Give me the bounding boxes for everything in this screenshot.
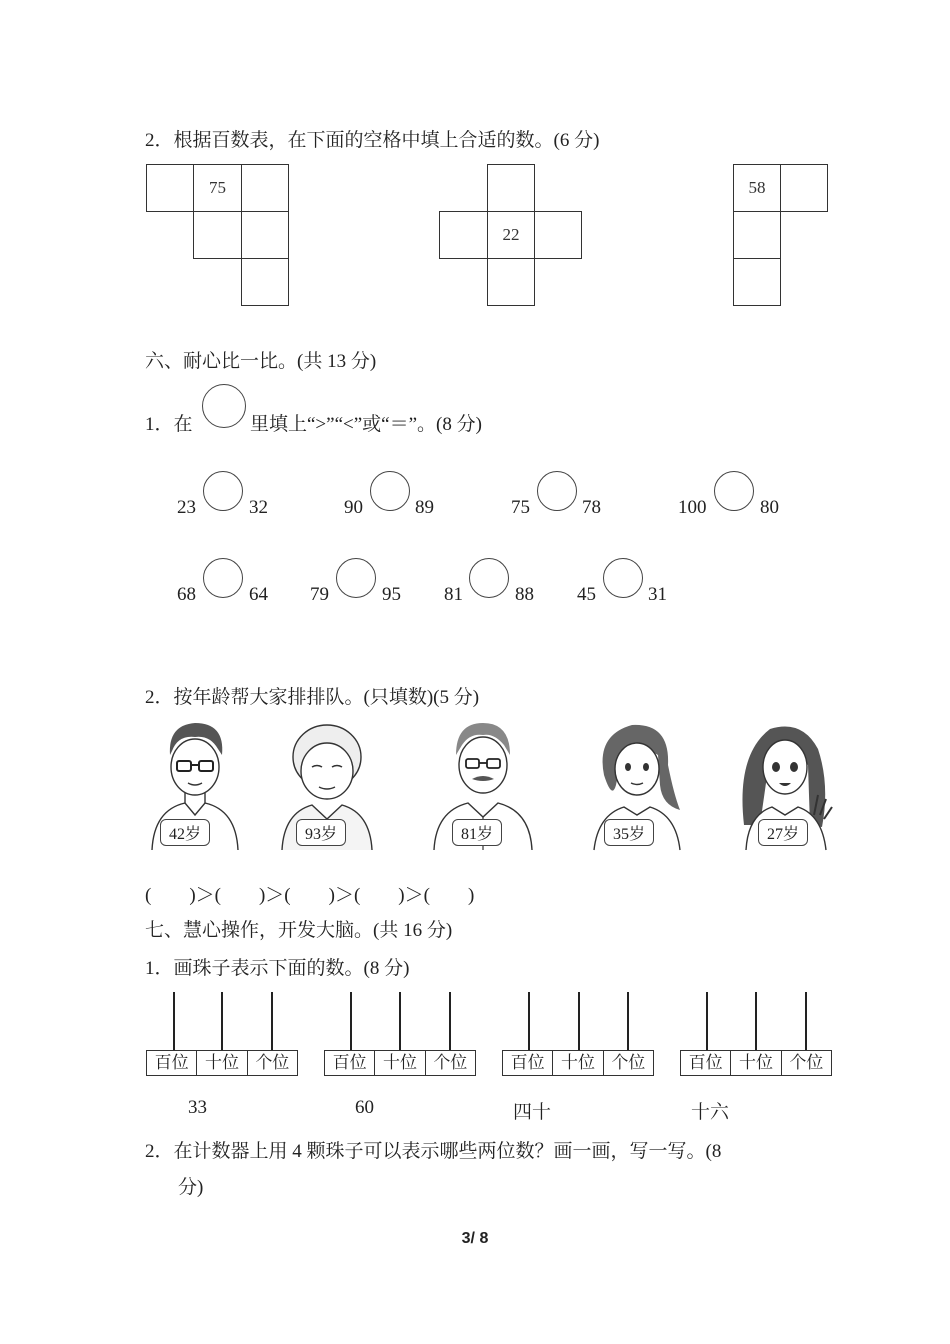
abacus-base [502, 1050, 654, 1076]
place-tens: 十位 [731, 1051, 781, 1075]
grid-value: 22 [502, 225, 520, 244]
compare-right: 64 [249, 584, 268, 605]
grid-cell[interactable] [241, 211, 289, 259]
grid-cell[interactable] [733, 211, 781, 259]
compare-left: 100 [678, 497, 707, 518]
abacus-rod[interactable] [350, 992, 352, 1050]
grid-cell-given [193, 164, 242, 212]
place-ones: 个位 [255, 1053, 290, 1072]
abacus-number: 33 [188, 1097, 207, 1118]
place-ones: 个位 [789, 1053, 824, 1072]
compare-left: 45 [577, 584, 596, 605]
compare-right: 32 [249, 497, 268, 518]
compare-right: 80 [760, 497, 779, 518]
compare-left: 23 [177, 497, 196, 518]
person-grandpa [428, 715, 538, 855]
grid-cell[interactable] [534, 211, 582, 259]
abacus-number: 四十 [513, 1102, 552, 1123]
place-hundreds: 百位 [147, 1051, 197, 1075]
grid-cell[interactable] [439, 211, 488, 259]
q2-title: 2．根据百数表，在下面的空格中填上合适的数。(6 分) [145, 130, 600, 151]
abacus-rod[interactable] [755, 992, 757, 1050]
example-circle [202, 384, 246, 428]
person-young-woman [730, 715, 840, 855]
abacus-number: 十六 [691, 1102, 730, 1123]
grid-cell-given [733, 164, 781, 212]
grid-cell[interactable] [780, 164, 828, 212]
person-grandma [272, 715, 382, 855]
grid-cell[interactable] [193, 211, 242, 259]
compare-left: 79 [310, 584, 329, 605]
place-hundreds: 百位 [681, 1051, 731, 1075]
q7-2-line1: 2．在计数器上用 4 颗珠子可以表示哪些两位数？画一画，写一写。(8 [145, 1141, 722, 1162]
place-ones: 个位 [433, 1053, 468, 1072]
compare-left: 90 [344, 497, 363, 518]
answer-circle[interactable] [336, 558, 376, 598]
page-number: 3/ 8 [461, 1230, 489, 1247]
grid-cell-given [487, 211, 535, 259]
section7-title: 七、慧心操作，开发大脑。(共 16 分) [145, 920, 453, 941]
age-label: 81岁 [452, 819, 502, 846]
abacus-rod[interactable] [271, 992, 273, 1050]
grid-cell[interactable] [241, 164, 289, 212]
q6-2-title: 2．按年龄帮大家排排队。(只填数)(5 分) [145, 687, 480, 708]
section6-title: 六、耐心比一比。(共 13 分) [145, 351, 377, 372]
grid-cell[interactable] [487, 164, 535, 212]
compare-left: 81 [444, 584, 463, 605]
age-label: 42岁 [160, 819, 210, 846]
abacus-base [680, 1050, 832, 1076]
abacus-number: 60 [355, 1097, 374, 1118]
answer-circle[interactable] [537, 471, 577, 511]
grid-value: 58 [748, 178, 766, 197]
compare-right: 78 [582, 497, 601, 518]
grid-cell[interactable] [733, 258, 781, 306]
q7-1-title: 1．画珠子表示下面的数。(8 分) [145, 958, 410, 979]
person-man-glasses [140, 715, 250, 855]
compare-right: 88 [515, 584, 534, 605]
abacus-rod[interactable] [578, 992, 580, 1050]
q6-1-suffix: 里填上“>”“<”或“＝”。(8 分) [250, 414, 482, 435]
abacus-rod[interactable] [173, 992, 175, 1050]
place-ones: 个位 [611, 1053, 646, 1072]
abacus-rod[interactable] [528, 992, 530, 1050]
place-hundreds: 百位 [325, 1051, 375, 1075]
answer-circle[interactable] [203, 558, 243, 598]
abacus-base [146, 1050, 298, 1076]
abacus-rod[interactable] [627, 992, 629, 1050]
grid-cell[interactable] [241, 258, 289, 306]
grid-cell[interactable] [487, 258, 535, 306]
person-woman-braid [582, 715, 692, 855]
abacus-rod[interactable] [805, 992, 807, 1050]
compare-left: 68 [177, 584, 196, 605]
compare-left: 75 [511, 497, 530, 518]
age-label: 35岁 [604, 819, 654, 846]
age-label: 93岁 [296, 819, 346, 846]
answer-circle[interactable] [714, 471, 754, 511]
answer-circle[interactable] [603, 558, 643, 598]
abacus-rod[interactable] [706, 992, 708, 1050]
age-label: 27岁 [758, 819, 808, 846]
order-answer-line[interactable]: ( )＞( )＞( )＞( )＞( ) [145, 885, 475, 906]
grid-value: 75 [209, 178, 226, 197]
place-hundreds: 百位 [503, 1051, 553, 1075]
q6-1-prefix: 1．在 [145, 414, 193, 435]
answer-circle[interactable] [469, 558, 509, 598]
place-tens: 十位 [375, 1051, 425, 1075]
place-tens: 十位 [553, 1051, 603, 1075]
abacus-base [324, 1050, 476, 1076]
q7-2-line2: 分) [178, 1177, 204, 1198]
answer-circle[interactable] [203, 471, 243, 511]
grid-cell[interactable] [146, 164, 194, 212]
place-tens: 十位 [197, 1051, 247, 1075]
abacus-rod[interactable] [399, 992, 401, 1050]
compare-right: 89 [415, 497, 434, 518]
answer-circle[interactable] [370, 471, 410, 511]
abacus-rod[interactable] [221, 992, 223, 1050]
abacus-rod[interactable] [449, 992, 451, 1050]
compare-right: 31 [648, 584, 667, 605]
compare-right: 95 [382, 584, 401, 605]
